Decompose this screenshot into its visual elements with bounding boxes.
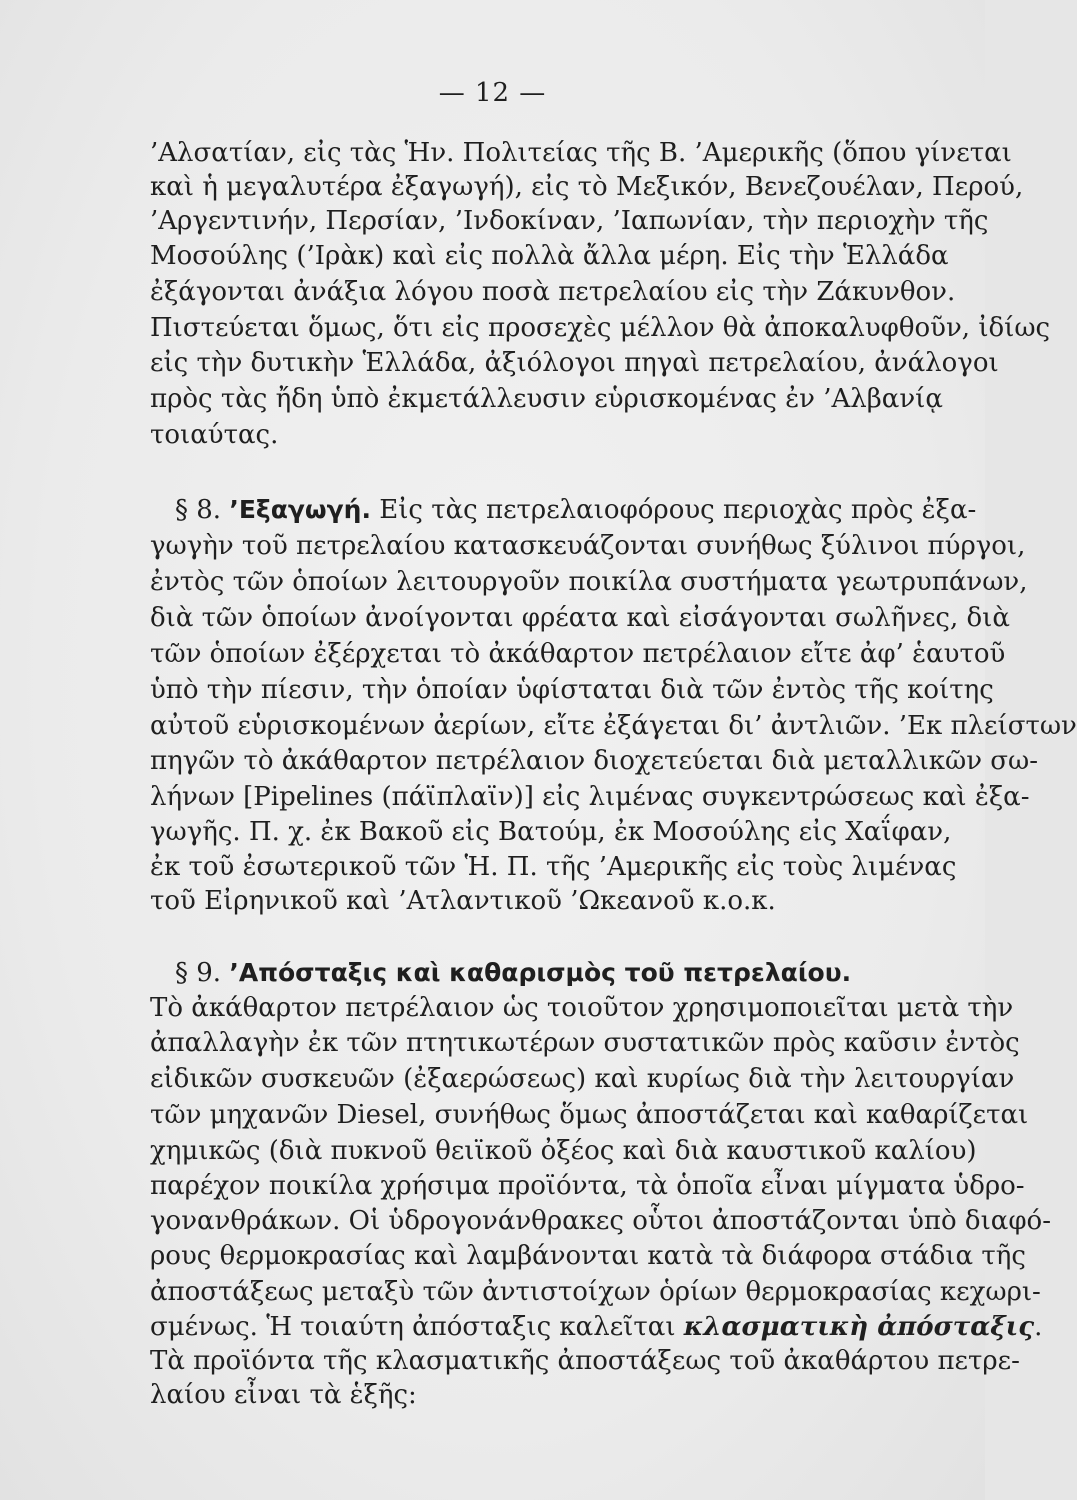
section-8-first-line bbox=[175, 497, 976, 523]
text-line: Τὰ προϊόντα τῆς κλασματικῆς ἀποστάξεως τοῦ ἀκαθάρτου πετρε- bbox=[150, 1346, 1020, 1376]
text-run: . bbox=[1034, 1312, 1043, 1342]
text-line: ἐκ τοῦ ἐσωτερικοῦ τῶν Ἡ. Π. τῆς ’Αμερικῆς εἰς τοὺς λιμένας bbox=[150, 852, 957, 882]
section-heading: ’Εξαγωγή. bbox=[229, 495, 371, 524]
text-line: Τὸ ἀκάθαρτον πετρέλαιον ὡς τοιοῦτον χρησιμοποιεῖται μετὰ τὴν bbox=[150, 993, 1014, 1023]
section-heading: ’Απόσταξις καὶ καθαρισμὸς τοῦ πετρελαίου. bbox=[229, 958, 852, 987]
text-line: λαίου εἶναι τὰ ἑξῆς: bbox=[150, 1380, 417, 1410]
text-line: καὶ ἡ μεγαλυτέρα ἐξαγωγή), εἰς τὸ Μεξικόν, Βενεζουέλαν, Περού, bbox=[150, 172, 1024, 202]
text-line: τοῦ Εἰρηνικοῦ καὶ ’Ατλαντικοῦ ’Ωκεανοῦ κ.ο.κ. bbox=[150, 886, 776, 916]
text-line: Μοσούλης (’Ιρὰκ) καὶ εἰς πολλὰ ἄλλα μέρη. Εἰς τὴν Ἑλλάδα bbox=[150, 241, 949, 271]
text-line: ρους θερμοκρασίας καὶ λαμβάνονται κατὰ τὰ διάφορα στάδια τῆς bbox=[150, 1241, 1026, 1271]
text-line: παρέχον ποικίλα χρήσιμα προϊόντα, τὰ ὁποῖα εἶναι μίγματα ὑδρο- bbox=[150, 1171, 1025, 1201]
text-line: ὑπὸ τὴν πίεσιν, τὴν ὁποίαν ὑφίσταται διὰ τῶν ἐντὸς τῆς κοίτης bbox=[150, 675, 994, 705]
text-line: πηγῶν τὸ ἀκάθαρτον πετρέλαιον διοχετεύεται διὰ μεταλλικῶν σω- bbox=[150, 746, 1039, 776]
text-line: γωγὴν τοῦ πετρελαίου κατασκευάζονται συνήθως ξύλινοι πύργοι, bbox=[150, 531, 1026, 561]
text-line: Πιστεύεται ὅμως, ὅτι εἰς προσεχὲς μέλλον θὰ ἀποκαλυφθοῦν, ἰδίως bbox=[150, 313, 1051, 343]
text-line: ’Αργεντινήν, Περσίαν, ’Ινδοκίναν, ’Ιαπωνίαν, τὴν περιοχὴν τῆς bbox=[150, 206, 989, 236]
text-run: σμένως. Ἡ τοιαύτη ἀπόσταξις καλεῖται bbox=[150, 1312, 684, 1342]
text-line: εἰς τὴν δυτικὴν Ἑλλάδα, ἀξιόλογοι πηγαὶ πετρελαίου, ἀνάλογοι bbox=[150, 348, 999, 378]
text-line-with-emphasis bbox=[150, 1314, 1042, 1340]
text-line: τῶν μηχανῶν Diesel, συνήθως ὅμως ἀποστάζεται καὶ καθαρίζεται bbox=[150, 1100, 1029, 1130]
text-line: τῶν ὁποίων ἐξέρχεται τὸ ἀκάθαρτον πετρέλαιον εἴτε ἀφ’ ἑαυτοῦ bbox=[150, 639, 1006, 669]
text-line: διὰ τῶν ὁποίων ἀνοίγονται φρέατα καὶ εἰσάγονται σωλῆνες, διὰ bbox=[150, 603, 1010, 633]
text-line: γονανθράκων. Οἱ ὑδρογονάνθρακες οὗτοι ἀποστάζονται ὑπὸ διαφό- bbox=[150, 1206, 1051, 1236]
text-line: ἐξάγονται ἀνάξια λόγου ποσὰ πετρελαίου εἰς τὴν Ζάκυνθον. bbox=[150, 277, 956, 307]
text-line: ἀποστάξεως μεταξὺ τῶν ἀντιστοίχων ὁρίων θερμοκρασίας κεχωρι- bbox=[150, 1277, 1041, 1307]
text-line: αὐτοῦ εὑρισκομένων ἀερίων, εἴτε ἐξάγεται δι’ ἀντλιῶν. ’Εκ πλείστων bbox=[150, 711, 1077, 741]
text-line: τοιαύτας. bbox=[150, 420, 279, 450]
text-line: ἀπαλλαγὴν ἐκ τῶν πτητικωτέρων συστατικῶν πρὸς καῦσιν ἐντὸς bbox=[150, 1028, 1020, 1058]
text-line: χημικῶς (διὰ πυκνοῦ θειϊκοῦ ὀξέος καὶ διὰ καυστικοῦ καλίου) bbox=[150, 1136, 977, 1166]
section-9-heading-line bbox=[175, 960, 851, 986]
text-line: ἐντὸς τῶν ὁποίων λειτουργοῦν ποικίλα συστήματα γεωτρυπάνων, bbox=[150, 567, 1028, 597]
text-line: εἰδικῶν συσκευῶν (ἐξαερώσεως) καὶ κυρίως διὰ τὴν λειτουργίαν bbox=[150, 1064, 1015, 1094]
text-line: ’Αλσατίαν, εἰς τὰς Ἡν. Πολιτείας τῆς Β. ’Αμερικῆς (ὅπου γίνεται bbox=[150, 138, 1012, 168]
text-line: γωγῆς. Π. χ. ἐκ Βακοῦ εἰς Βατούμ, ἐκ Μοσούλης εἰς Χαΐφαν, bbox=[150, 817, 952, 847]
page-number: — 12 — bbox=[438, 78, 547, 108]
emphasized-term: κλασματικὴ ἀπόσταξις bbox=[683, 1312, 1035, 1342]
text-line: λήνων [Pipelines (πάϊπλαϊν)] εἰς λιμένας συγκεντρώσεως καὶ ἐξα- bbox=[150, 782, 1030, 812]
section-number: § 9. bbox=[175, 958, 222, 988]
section-number: § 8. bbox=[175, 495, 222, 525]
text-run: Εἰς τὰς πετρελαιοφόρους περιοχὰς πρὸς ἐξα- bbox=[379, 495, 977, 525]
text-line: πρὸς τὰς ἤδη ὑπὸ ἐκμετάλλευσιν εὑρισκομένας ἐν ’Αλβανίᾳ bbox=[150, 384, 943, 414]
